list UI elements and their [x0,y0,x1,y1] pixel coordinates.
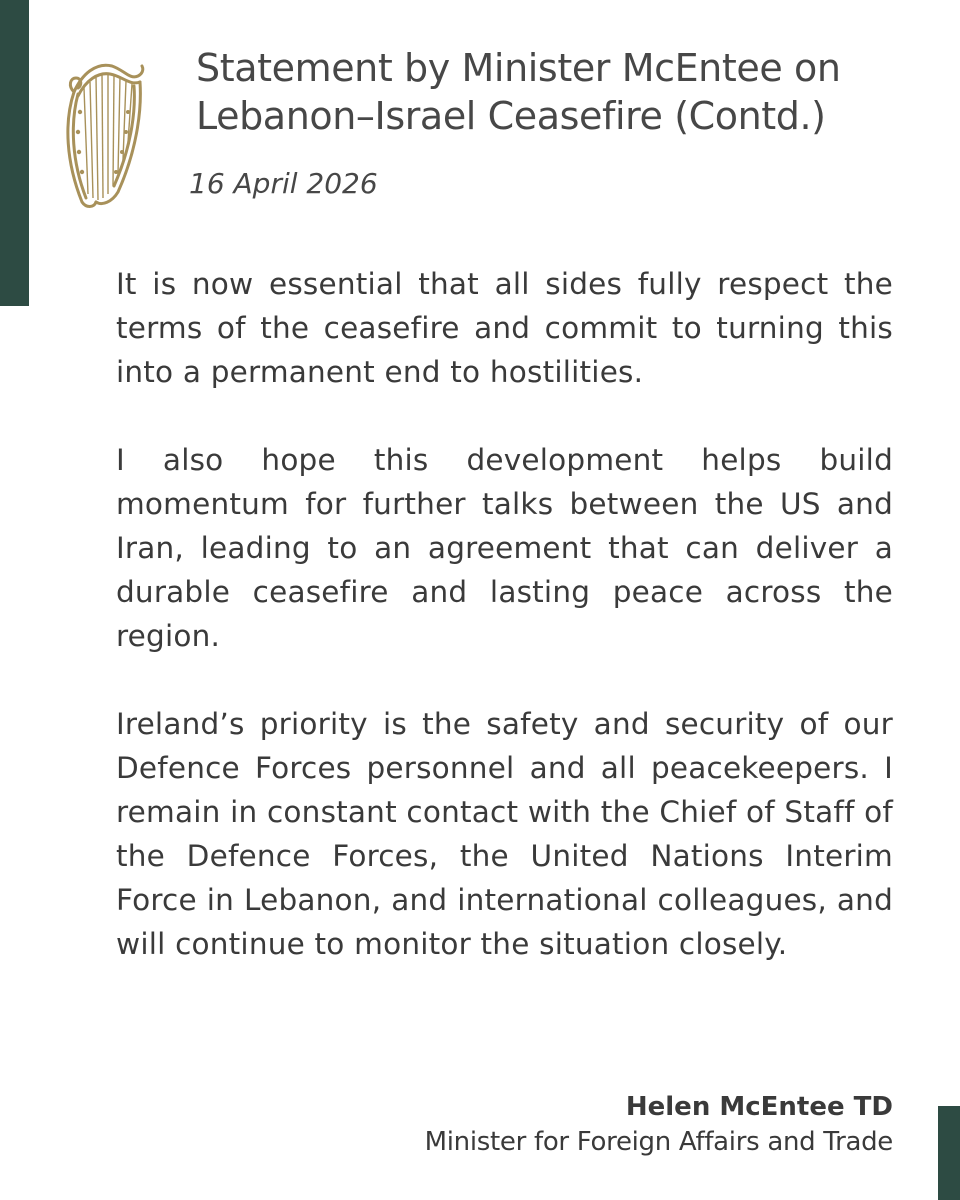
signatory-name: Helen McEntee TD [625,1092,893,1122]
statement-body [116,262,893,966]
body-paragraph-1: It is now essential that all sides fully respect the terms of the ceasefire and commit to turning this into a permanent end to hostilities. [116,267,893,389]
title-line-2: Lebanon–Israel Ceasefire (Contd.) [196,94,826,138]
harp-emblem-icon [60,52,148,212]
title-line-1: Statement by Minister McEntee on [196,46,841,90]
signature-block [425,1090,893,1160]
signatory-role: Minister for Foreign Affairs and Trade [424,1127,893,1157]
accent-bar-top-left [0,0,29,306]
body-paragraph-2: I also hope this development helps build momentum for further talks between the US and Iran, leading to an agreement that can deliver a durable ceasefire and lasting peace across the region. [116,443,893,653]
statement-date: 16 April 2026 [189,167,378,200]
body-paragraph-3: Ireland’s priority is the safety and security of our Defence Forces personnel and all peacekeepers. I remain in constant contact with the Chief of Staff of the Defence Forces, the United Nations Interim Force in Lebanon, and international colleagues, and will continue to monitor the situation closely. [116,707,893,961]
statement-title [196,44,936,140]
accent-bar-bottom-right [938,1106,960,1200]
